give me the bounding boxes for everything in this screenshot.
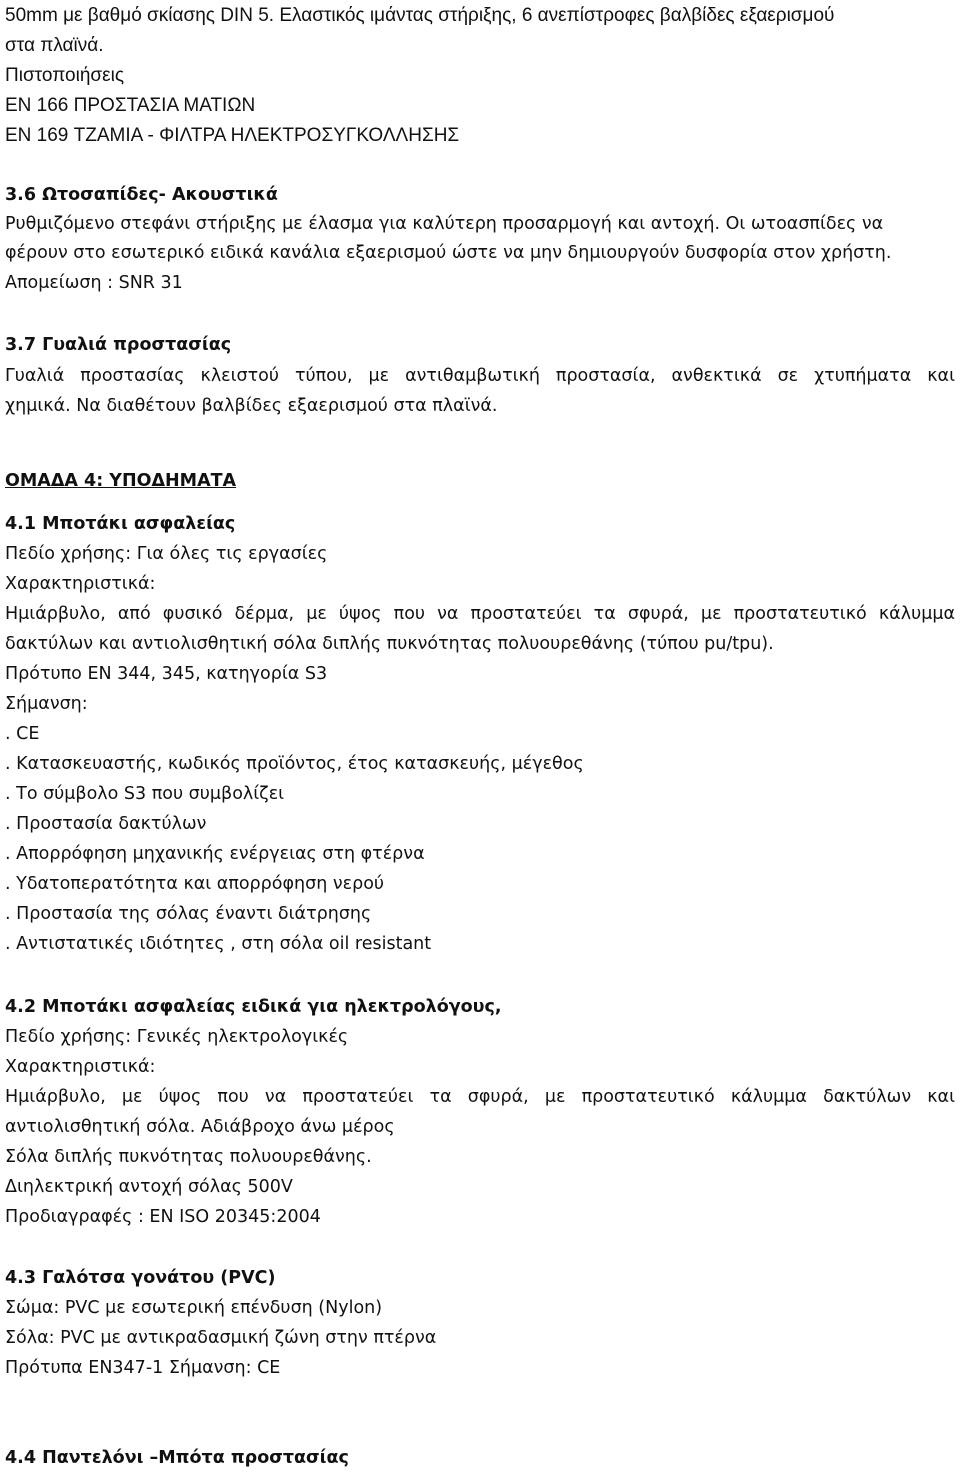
section-4-3-title: 4.3 Γαλότσα γονάτου (PVC) bbox=[5, 1268, 276, 1288]
section-4-3-standard: Πρότυπα EN347-1 Σήμανση: CE bbox=[5, 1358, 281, 1378]
intro-line-2: στα πλαϊνά. bbox=[5, 35, 104, 56]
section-3-6-line-1b: Οι ωτοασπίδες να bbox=[725, 214, 884, 234]
section-4-2-features-label: Χαρακτηριστικά: bbox=[5, 1057, 156, 1077]
marking-item: . Υδατοπερατότητα και απορρόφηση νερού bbox=[5, 874, 385, 894]
marking-item: . Κατασκευαστής, κωδικός προϊόντος, έτος κατασκευής, μέγεθος bbox=[5, 754, 584, 774]
intro-line-1: 50mm με βαθμό σκίασης DIN 5. Ελαστικός ιμάντας στήριξης, 6 ανεπίστροφες βαλβίδες εξαερισμού bbox=[5, 5, 835, 26]
section-3-7-line-2a: χημικά. bbox=[5, 396, 71, 416]
group-4-heading: ΟΜΑΔΑ 4: ΥΠΟΔΗΜΑΤΑ bbox=[5, 471, 237, 491]
section-4-2-desc-1: Ημιάρβυλο, με ύψος που να προστατεύει τα σφυρά, με προστατευτικό κάλυμμα δακτύλων και bbox=[5, 1087, 955, 1107]
section-4-2-sole: Σόλα διπλής πυκνότητας πολυουρεθάνης. bbox=[5, 1147, 372, 1167]
certification-en169: EN 169 ΤΖΑΜΙΑ - ΦΙΛΤΡΑ ΗΛΕΚΤΡΟΣΥΓΚΟΛΛΗΣΗΣ bbox=[5, 125, 460, 146]
section-3-6-attenuation: Απομείωση : SNR 31 bbox=[5, 273, 183, 293]
section-4-1-features-label: Χαρακτηριστικά: bbox=[5, 574, 156, 594]
section-4-2-specs: Προδιαγραφές : EN ISO 20345:2004 bbox=[5, 1207, 321, 1227]
section-4-1-standard: Πρότυπο EN 344, 345, κατηγορία S3 bbox=[5, 664, 328, 684]
section-3-6-line-2: φέρουν στο εσωτερικό ειδικά κανάλια εξαερισμού ώστε να μην δημιουργούν δυσφορία στον χρήστη. bbox=[5, 243, 892, 263]
marking-item: . CE bbox=[5, 724, 40, 744]
section-4-2-usage: Πεδίο χρήσης: Γενικές ηλεκτρολογικές bbox=[5, 1027, 349, 1047]
certification-en166: EN 166 ΠΡΟΣΤΑΣΙΑ ΜΑΤΙΩΝ bbox=[5, 95, 256, 116]
section-3-7-line-1: Γυαλιά προστασίας κλειστού τύπου, με αντιθαμβωτική προστασία, ανθεκτικά σε χτυπήματα και bbox=[5, 366, 955, 386]
certifications-label: Πιστοποιήσεις bbox=[5, 65, 124, 86]
marking-item: . Αντιστατικές ιδιότητες , στη σόλα oil resistant bbox=[5, 934, 432, 954]
section-4-2-dielectric: Διηλεκτρική αντοχή σόλας 500V bbox=[5, 1177, 293, 1197]
section-3-7-line-2b: Να διαθέτουν βαλβίδες εξαερισμού στα πλαϊνά. bbox=[76, 396, 498, 416]
marking-item: . Το σύμβολο S3 που συμβολίζει bbox=[5, 784, 285, 804]
marking-item: . Απορρόφηση μηχανικής ενέργειας στη φτέρνα bbox=[5, 844, 425, 864]
section-3-7-line-2 bbox=[5, 394, 497, 418]
section-4-4-title: 4.4 Παντελόνι –Μπότα προστασίας bbox=[5, 1448, 349, 1468]
marking-item: . Προστασία δακτύλων bbox=[5, 814, 207, 834]
section-3-6-title: 3.6 Ωτοσαπίδες- Ακουστικά bbox=[5, 185, 278, 205]
section-4-3-body: Σώμα: PVC με εσωτερική επένδυση (Nylon) bbox=[5, 1298, 383, 1318]
section-4-1-desc-2: δακτύλων και αντιολισθητική σόλα διπλής πυκνότητας πολυουρεθάνης (τύπου pu/tpu). bbox=[5, 634, 774, 654]
section-4-1-title: 4.1 Μποτάκι ασφαλείας bbox=[5, 514, 236, 534]
section-4-1-desc-1: Ημιάρβυλο, από φυσικό δέρμα, με ύψος που να προστατεύει τα σφυρά, με προστατευτικό κάλυμμα bbox=[5, 604, 955, 624]
section-4-2-desc-2a: αντιολισθητική σόλα. bbox=[5, 1117, 196, 1137]
section-4-1-usage: Πεδίο χρήσης: Για όλες τις εργασίες bbox=[5, 544, 328, 564]
section-3-7-title: 3.7 Γυαλιά προστασίας bbox=[5, 335, 232, 355]
section-4-2-title: 4.2 Μποτάκι ασφαλείας ειδικά για ηλεκτρολόγους, bbox=[5, 997, 502, 1017]
section-4-1-marking-label: Σήμανση: bbox=[5, 694, 88, 714]
section-4-2-desc-2 bbox=[5, 1115, 395, 1139]
section-3-6-line-1a: Ρυθμιζόμενο στεφάνι στήριξης με έλασμα για καλύτερη προσαρμογή και αντοχή. bbox=[5, 214, 721, 234]
section-4-3-sole: Σόλα: PVC με αντικραδασμική ζώνη στην πτέρνα bbox=[5, 1328, 437, 1348]
section-4-2-desc-2b: Αδιάβροχο άνω μέρος bbox=[200, 1117, 395, 1137]
section-3-6-line-1 bbox=[5, 212, 883, 236]
marking-item: . Προστασία της σόλας έναντι διάτρησης bbox=[5, 904, 372, 924]
